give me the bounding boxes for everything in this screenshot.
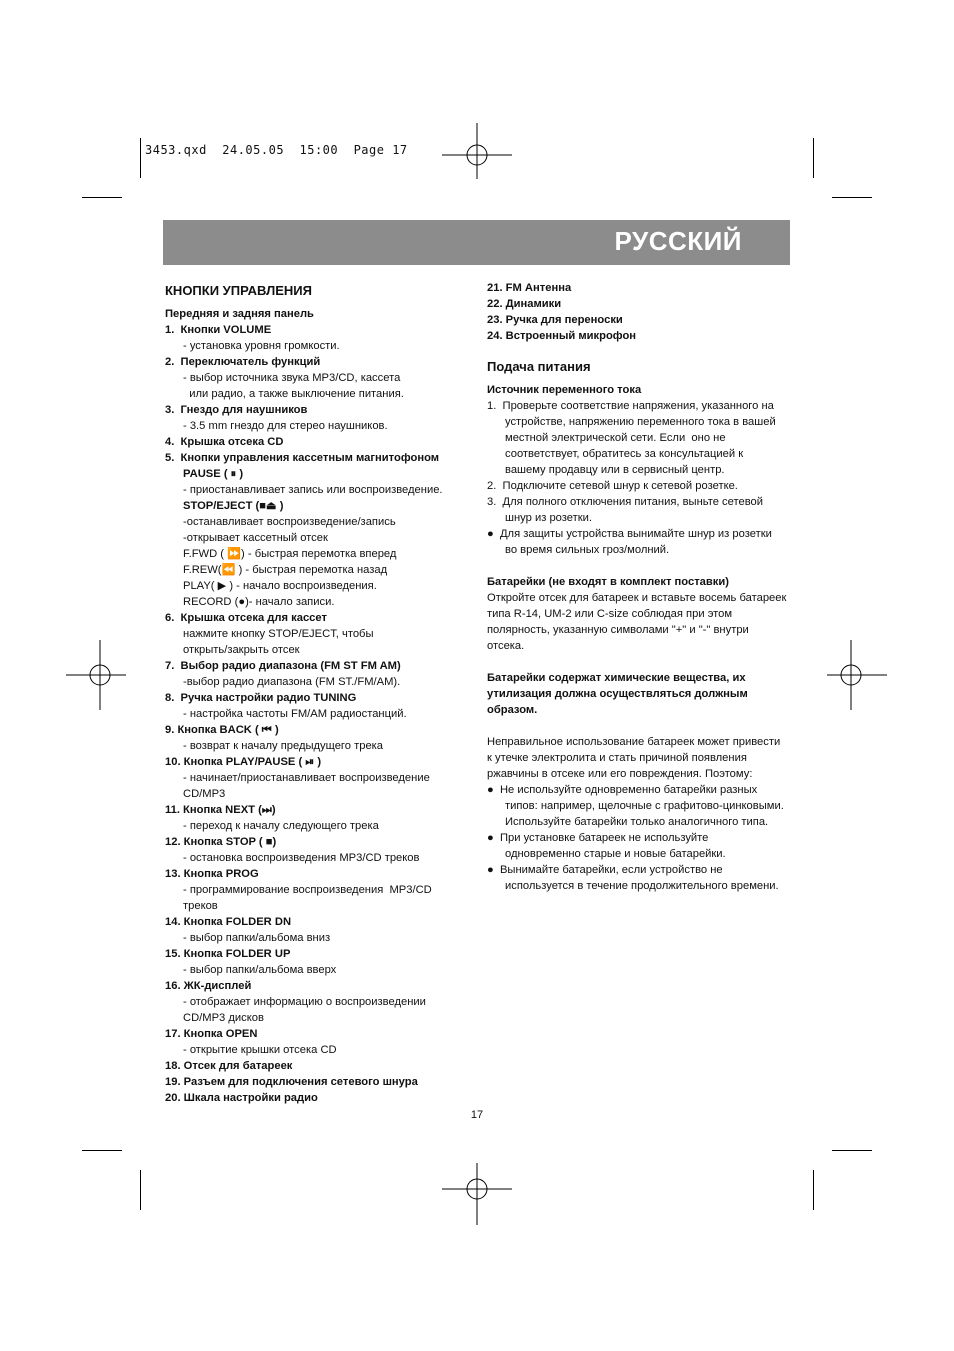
instruction-line: вашему продавцу или в сервисный центр. — [505, 464, 725, 476]
instruction-line: 2. Подключите сетевой шнур к сетевой розетке. — [487, 480, 738, 492]
crop-mark — [813, 1170, 814, 1210]
list-line: 13. Кнопка PROG — [165, 868, 259, 880]
crop-mark — [140, 138, 141, 178]
list-line: - 3.5 mm гнездо для стерео наушников. — [183, 420, 388, 432]
instruction-line: местной электрической сети. Если оно не — [505, 432, 726, 444]
list-line: - отображает информацию о воспроизведении — [183, 996, 426, 1008]
list-line: CD/MP3 дисков — [183, 1012, 264, 1024]
text-line: к утечке электролита и стать причиной появления — [487, 752, 747, 764]
list-line: -останавливает воспроизведение/запись — [183, 516, 396, 528]
list-line: - выбор папки/альбома вниз — [183, 932, 331, 944]
instruction-line: 3. Для полного отключения питания, выньте сетевой — [487, 496, 764, 508]
crop-mark — [82, 197, 122, 198]
controls-list — [165, 322, 465, 1106]
subheading: Передняя и задняя панель — [165, 308, 314, 320]
list-item: 22. Динамики — [487, 298, 562, 310]
print-slug: 3453.qxd 24.05.05 15:00 Page 17 — [145, 143, 408, 157]
bullet-line: типов: например, щелочные с графитово-цинковыми. — [505, 800, 784, 812]
crop-mark — [832, 1150, 872, 1151]
power-heading: Подача питания — [487, 359, 591, 374]
bullet-line: одновременно старые и новые батарейки. — [505, 848, 726, 860]
warning-line: Батарейки содержат химические вещества, их — [487, 672, 746, 684]
section-heading: КНОПКИ УПРАВЛЕНИЯ — [165, 283, 312, 298]
list-line: 2. Переключатель функций — [165, 356, 321, 368]
registration-mark-top — [442, 123, 512, 193]
text-line: Откройте отсек для батареек и вставьте восемь батареек — [487, 592, 787, 604]
warning-line: утилизация должна осуществляться должным — [487, 688, 748, 700]
warning-line: образом. — [487, 704, 538, 716]
list-line: 3. Гнездо для наушников — [165, 404, 308, 416]
list-line: - приостанавливает запись или воспроизведение. — [183, 484, 443, 496]
list-line: - возврат к началу предыдущего трека — [183, 740, 384, 752]
list-line: STOP/EJECT (■⏏ ) — [183, 500, 284, 512]
text-line: типа R-14, UM-2 или C-size соблюдая при этом — [487, 608, 733, 620]
list-line: F.REW(⏪ ) - быстрая перемотка назад — [183, 564, 388, 576]
banner-title: РУССКИЙ — [614, 226, 742, 256]
list-line: F.FWD ( ⏩) - быстрая перемотка вперед — [183, 548, 397, 560]
crop-mark — [140, 1170, 141, 1210]
instruction-line: во время сильных гроз/молний. — [505, 544, 670, 556]
list-line: 10. Кнопка PLAY/PAUSE ( ⏯ ) — [165, 756, 322, 768]
crop-mark — [832, 197, 872, 198]
list-line: - открытие крышки отсека CD — [183, 1044, 337, 1056]
bullet-line: используется в течение продолжительного времени. — [505, 880, 779, 892]
list-line: 12. Кнопка STOP ( ■) — [165, 836, 277, 848]
text-line: отсека. — [487, 640, 525, 652]
list-item: 23. Ручка для переноски — [487, 314, 623, 326]
list-line: нажмите кнопку STOP/EJECT, чтобы — [183, 628, 374, 640]
instruction-line: шнур из розетки. — [505, 512, 592, 524]
list-line: - установка уровня громкости. — [183, 340, 340, 352]
list-line: 9. Кнопка BACK ( ⏮ ) — [165, 724, 279, 736]
list-line: открыть/закрыть отсек — [183, 644, 300, 656]
list-line: 8. Ручка настройки радио TUNING — [165, 692, 357, 704]
items-list — [487, 280, 797, 344]
list-line: 15. Кнопка FOLDER UP — [165, 948, 291, 960]
text-line: Неправильное использование батареек может привести — [487, 736, 781, 748]
text-line: ржавчины в отсеке или его повреждения. Поэтому: — [487, 768, 753, 780]
list-line: треков — [183, 900, 218, 912]
list-line: PAUSE ( ⏸ ) — [183, 468, 244, 480]
battery-heading: Батарейки (не входят в комплект поставки) — [487, 576, 729, 588]
text-line: полярность, указанную символами "+" и "-" внутри — [487, 624, 749, 636]
instruction-line: ● Для защиты устройства вынимайте шнур из розетки — [487, 528, 772, 540]
list-line: PLAY( ▶ ) - начало воспроизведения. — [183, 580, 377, 592]
list-line: 7. Выбор радио диапазона (FM ST FM AM) — [165, 660, 401, 672]
list-line: - переход к началу следующего трека — [183, 820, 379, 832]
list-line: 14. Кнопка FOLDER DN — [165, 916, 292, 928]
list-line: 5. Кнопки управления кассетным магнитофоном — [165, 452, 440, 464]
list-line: - программирование воспроизведения MP3/CD — [183, 884, 432, 896]
list-line: 4. Крышка отсека CD — [165, 436, 284, 448]
battery-misuse-text — [487, 734, 797, 782]
crop-mark — [813, 138, 814, 178]
language-banner — [163, 220, 790, 265]
list-item: 21. FM Антенна — [487, 282, 572, 294]
list-line: - настройка частоты FM/AM радиостанций. — [183, 708, 407, 720]
ac-heading: Источник переменного тока — [487, 384, 642, 396]
instruction-line: устройстве, напряжению переменного тока в вашей — [505, 416, 776, 428]
bullet-line: ● При установке батареек не используйте — [487, 832, 709, 844]
list-line: 16. ЖК-дисплей — [165, 980, 252, 992]
list-line: - остановка воспроизведения MP3/CD треков — [183, 852, 420, 864]
list-line: - начинает/приостанавливает воспроизведение — [183, 772, 430, 784]
left-column — [165, 282, 465, 1106]
list-line: CD/MP3 — [183, 788, 226, 800]
list-line: 20. Шкала настройки радио — [165, 1092, 318, 1104]
bullet-line: ● Не используйте одновременно батарейки разных — [487, 784, 758, 796]
instruction-line: 1. Проверьте соответствие напряжения, указанного на — [487, 400, 774, 412]
list-line: или радио, а также выключение питания. — [183, 388, 404, 400]
right-column — [487, 280, 797, 894]
crop-mark — [82, 1150, 122, 1151]
page-number: 17 — [470, 1109, 484, 1121]
list-line: 18. Отсек для батареек — [165, 1060, 293, 1072]
list-line: 1. Кнопки VOLUME — [165, 324, 272, 336]
instruction-line: соответствует, обратитесь за консультацией к — [505, 448, 744, 460]
registration-mark-right — [817, 640, 887, 710]
battery-tips — [487, 782, 797, 894]
list-line: 17. Кнопка OPEN — [165, 1028, 258, 1040]
list-line: -открывает кассетный отсек — [183, 532, 328, 544]
bullet-line: Используйте батарейки только аналогичного типа. — [505, 816, 769, 828]
list-line: -выбор радио диапазона (FM ST./FM/AM). — [183, 676, 401, 688]
list-line: RECORD (●)- начало записи. — [183, 596, 335, 608]
bullet-line: ● Вынимайте батарейки, если устройство не — [487, 864, 723, 876]
list-line: 6. Крышка отсека для кассет — [165, 612, 327, 624]
list-line: 11. Кнопка NEXT (⏭) — [165, 804, 276, 816]
list-item: 24. Встроенный микрофон — [487, 330, 637, 342]
registration-mark-left — [66, 640, 136, 710]
registration-mark-bottom — [442, 1155, 512, 1225]
list-line: - выбор папки/альбома вверх — [183, 964, 337, 976]
list-line: 19. Разъем для подключения сетевого шнура — [165, 1076, 418, 1088]
battery-instructions — [487, 590, 797, 654]
ac-instructions — [487, 398, 797, 558]
list-line: - выбор источника звука MP3/CD, кассета — [183, 372, 401, 384]
battery-warning — [487, 670, 797, 718]
